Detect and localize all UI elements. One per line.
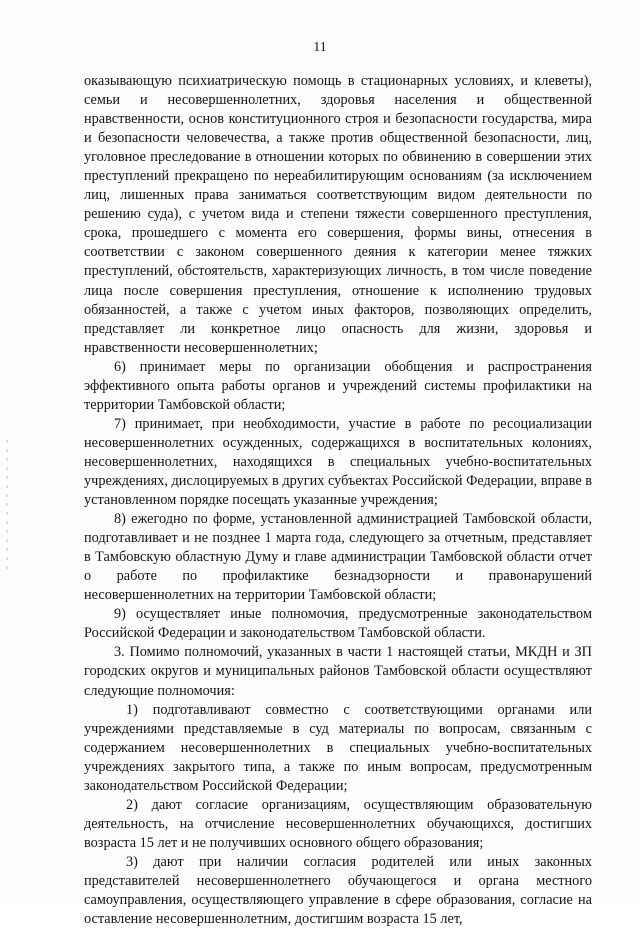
paragraph-item-7: 7) принимает, при необходимости, участие в работе по ресоциализации несовершеннолетних осужденных, содержащихся в воспитательных колониях, несовершеннолетних, находящихся в специальных учебно-воспитательных учреждениях, дислоцируемых в других субъектах Российской Федерации, вправе в установленном порядке посещать указанные учреждения; <box>84 415 592 509</box>
paragraph-item-9: 9) осуществляет иные полномочия, предусмотренные законодательством Российской Федерации и законодательством Тамбовской области. <box>84 606 592 642</box>
paragraph-continuation: оказывающую психиатрическую помощь в стационарных условиях, и клеветы), семьи и несовершеннолетних, здоровья населения и общественной нравственности, основ конституционного строя и безопасности государства, мира и безопасности человечества, а также против общественной безопасности, лиц, уголовное преследование в отношении которых по обвинению в совершении этих преступлений прекращено по нереабилитирующим основаниям (за исключением лиц, лишенных права заниматься соответствующим видом деятельности по решению суда), с учетом вида и степени тяжести совершенного преступления, срока, прошедшего с момента его совершения, формы вины, отнесения в соответствии с законом совершенного деяния к категории менее тяжких преступлений, обстоятельств, характеризующих личность, в том числе поведение лица после совершения преступления, отношение к исполнению трудовых обязанностей, а также с учетом иных факторов, позволяющих определить, представляет ли конкретное лицо опасность для жизни, здоровья и нравственности несовершеннолетних; <box>84 73 592 356</box>
paragraph-part-3-item-1: 1) подготавливают совместно с соответствующими органами или учреждениями представляемые в суд материалы по вопросам, связанным с содержанием несовершеннолетних в специальных учебно-воспитательных учреждениях закрытого типа, а также по иным вопросам, предусмотренным законодательством Российской Федерации; <box>84 701 592 794</box>
paragraph-part-3-item-3: 3) дают при наличии согласия родителей или иных законных представителей несовершеннолетнего обучающегося и органа местного самоуправления, осуществляющего управление в сфере образования, согласие на оставление несовершеннолетним, достигшим возраста 15 лет, <box>84 853 592 928</box>
document-body <box>84 72 592 929</box>
paragraph-item-6: 6) принимает меры по организации обобщения и распространения эффективного опыта работы органов и учреждений системы профилактики на территории Тамбовской области; <box>84 358 592 413</box>
page-number: 11 <box>313 40 327 55</box>
scan-margin-artifact <box>6 440 8 570</box>
paragraph-part-3: 3. Помимо полномочий, указанных в части 1 настоящей статьи, МКДН и ЗП городских округов и муниципальных районов Тамбовской области осуществляют следующие полномочия: <box>84 644 592 699</box>
paragraph-part-3-item-2: 2) дают согласие организациям, осуществляющим образовательную деятельность, на отчисление несовершеннолетних обучающихся, достигших возраста 15 лет и не получивших основного общего образования; <box>84 796 592 851</box>
paragraph-item-8: 8) ежегодно по форме, установленной администрацией Тамбовской области, подготавливает и не позднее 1 марта года, следующего за отчетным, представляет в Тамбовскую областную Думу и главе администрации Тамбовской области отчет о работе по профилактике безнадзорности и правонарушений несовершеннолетних на территории Тамбовской области; <box>84 511 592 604</box>
